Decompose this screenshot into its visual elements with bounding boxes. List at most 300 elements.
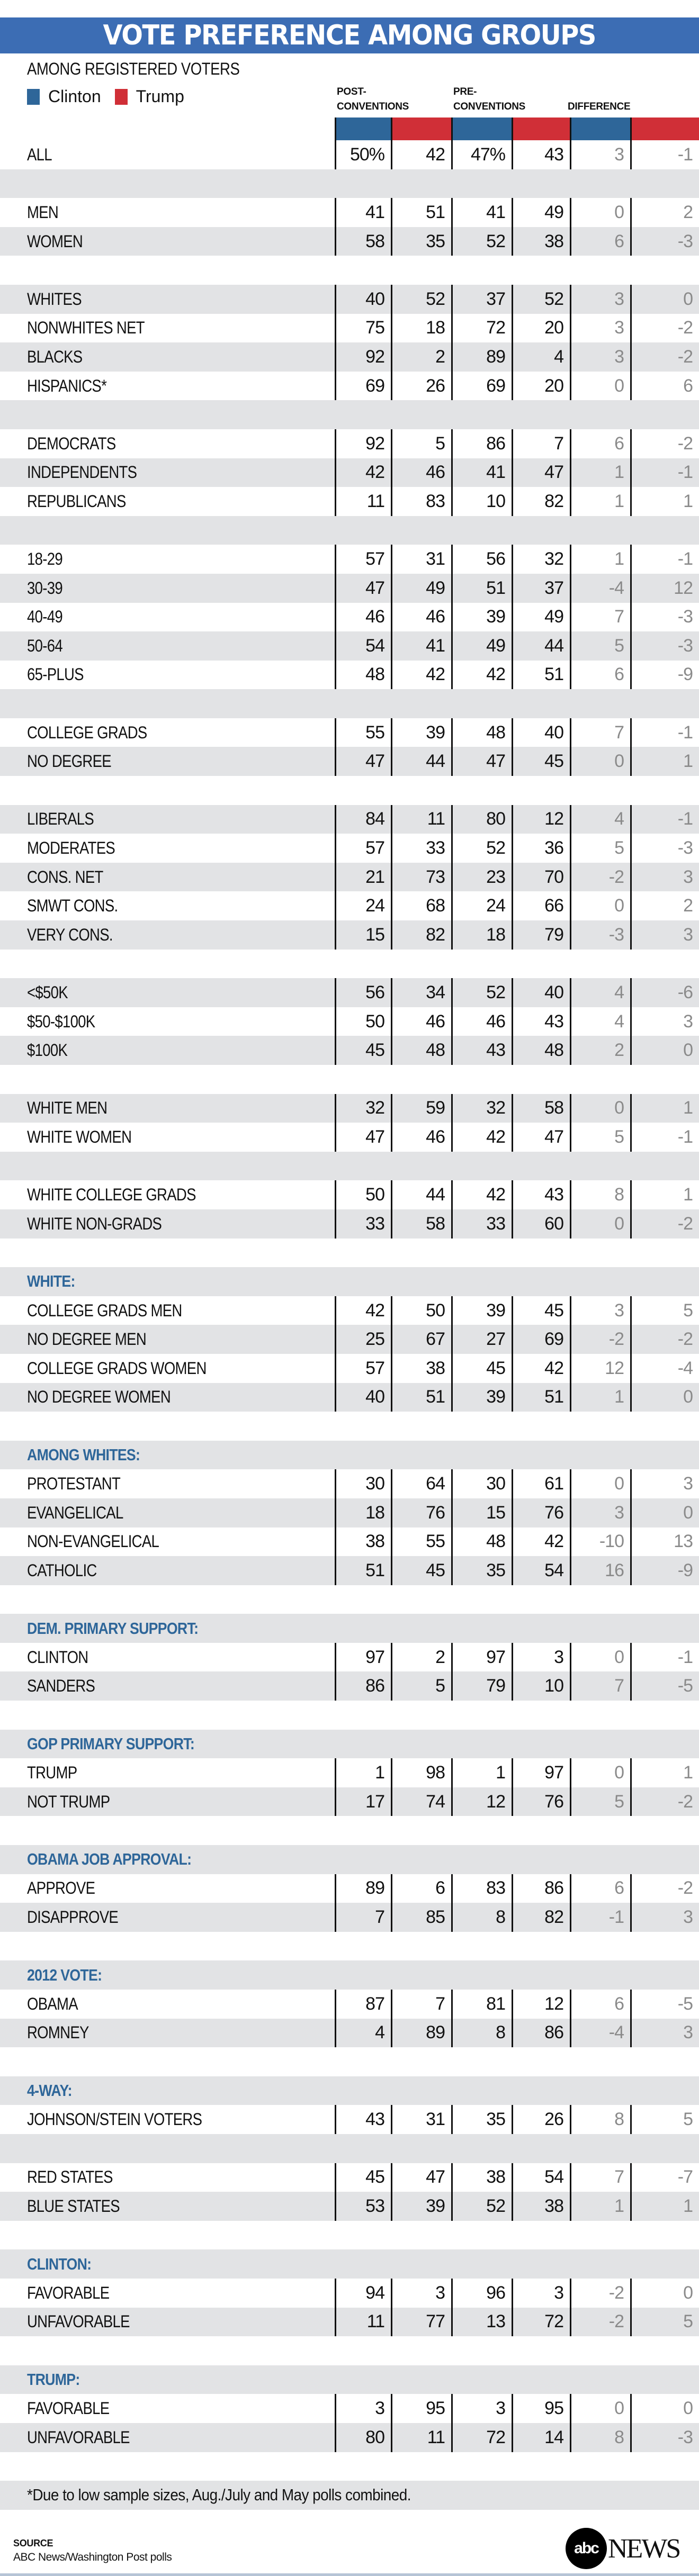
row-label: UNFAVORABLE <box>27 2427 130 2447</box>
table-row <box>0 2279 699 2308</box>
table-row <box>0 198 699 227</box>
post-clinton-cell: 48 <box>335 661 391 690</box>
pre-clinton-cell: 42 <box>451 661 512 690</box>
diff-clinton-cell: -4 <box>570 574 630 603</box>
diff-trump-cell: -2 <box>630 1209 699 1239</box>
diff-trump-cell: 3 <box>630 863 699 892</box>
legend-item-clinton <box>27 87 101 106</box>
diff-clinton-cell: -2 <box>570 2279 630 2308</box>
table-row <box>0 2308 699 2337</box>
diff-clinton-cell: 16 <box>570 1556 630 1585</box>
row-label: HISPANICS* <box>27 376 107 395</box>
diff-clinton-cell: 6 <box>570 429 630 458</box>
row-values <box>335 1325 699 1354</box>
section-title: 4-WAY: <box>27 2081 72 2100</box>
post-clinton-cell: 86 <box>335 1671 391 1701</box>
post-trump-cell: 41 <box>391 631 451 661</box>
row-values <box>335 372 699 401</box>
diff-trump-cell: 0 <box>630 1383 699 1412</box>
diff-trump-cell: -1 <box>630 1643 699 1672</box>
post-clinton-cell: 11 <box>335 487 391 516</box>
post-trump-cell: 68 <box>391 891 451 920</box>
row-values <box>335 1180 699 1209</box>
pre-trump-cell: 79 <box>512 920 570 950</box>
row-label: ALL <box>27 144 52 164</box>
row-values <box>335 1498 699 1527</box>
diff-clinton-cell: 3 <box>570 285 630 314</box>
table-row <box>0 920 699 950</box>
table-row <box>0 631 699 661</box>
pre-trump-cell: 43 <box>512 1180 570 1209</box>
row-values <box>335 718 699 747</box>
spacer-row <box>0 2336 699 2365</box>
table-row <box>0 342 699 372</box>
pre-trump-cell: 40 <box>512 718 570 747</box>
diff-clinton-cell: 4 <box>570 978 630 1007</box>
diff-clinton-cell: -2 <box>570 1325 630 1354</box>
pre-trump-cell: 72 <box>512 2308 570 2337</box>
post-clinton-cell: 3 <box>335 2394 391 2423</box>
pre-trump-cell: 42 <box>512 1354 570 1383</box>
post-trump-cell: 77 <box>391 2308 451 2337</box>
row-values <box>335 314 699 343</box>
pre-clinton-cell: 39 <box>451 603 512 632</box>
abc-news-logo <box>566 2528 679 2569</box>
row-values <box>335 227 699 256</box>
pre-clinton-cell: 86 <box>451 429 512 458</box>
diff-clinton-cell: 0 <box>570 1758 630 1787</box>
clinton-bar <box>451 117 512 140</box>
row-values <box>335 1787 699 1816</box>
pre-trump-cell: 51 <box>512 661 570 690</box>
pre-clinton-cell: 52 <box>451 2192 512 2221</box>
spacer-row <box>0 1585 699 1614</box>
post-clinton-cell: 97 <box>335 1643 391 1672</box>
pre-clinton-cell: 69 <box>451 372 512 401</box>
row-values <box>335 1874 699 1903</box>
spacer-row <box>0 1239 699 1268</box>
row-values <box>335 2394 699 2423</box>
spacer-row <box>0 400 699 429</box>
diff-clinton-cell: 0 <box>570 1469 630 1498</box>
row-values <box>335 2423 699 2452</box>
diff-trump-cell: -7 <box>630 2163 699 2192</box>
pre-trump-cell: 7 <box>512 429 570 458</box>
pre-clinton-cell: 46 <box>451 1007 512 1036</box>
diff-trump-cell: -9 <box>630 1556 699 1585</box>
row-values <box>335 2279 699 2308</box>
diff-trump-cell: 5 <box>630 2105 699 2134</box>
table-row <box>0 487 699 516</box>
post-trump-cell: 39 <box>391 2192 451 2221</box>
diff-clinton-cell: 7 <box>570 1671 630 1701</box>
diff-clinton-cell: 1 <box>570 1383 630 1412</box>
pre-trump-cell: 69 <box>512 1325 570 1354</box>
section-header-row <box>0 2076 699 2105</box>
footnote: *Due to low sample sizes, Aug./July and May polls combined. <box>27 2485 411 2505</box>
post-clinton-cell: 84 <box>335 805 391 834</box>
column-header-line: CONVENTIONS <box>337 101 409 112</box>
row-label: TRUMP <box>27 1763 77 1783</box>
row-values <box>335 198 699 227</box>
row-label: NO DEGREE WOMEN <box>27 1387 171 1407</box>
diff-clinton-cell: 5 <box>570 1787 630 1816</box>
post-trump-cell: 35 <box>391 227 451 256</box>
diff-clinton-cell: 1 <box>570 2192 630 2221</box>
post-clinton-cell: 50% <box>335 140 391 169</box>
diff-clinton-cell: 3 <box>570 342 630 372</box>
table-row <box>0 1527 699 1557</box>
spacer-row <box>0 1152 699 1181</box>
pre-trump-cell: 32 <box>512 545 570 574</box>
diff-clinton-cell: 0 <box>570 1094 630 1123</box>
diff-trump-cell: 1 <box>630 2192 699 2221</box>
post-trump-cell: 67 <box>391 1325 451 1354</box>
pre-clinton-cell: 35 <box>451 1556 512 1585</box>
row-values <box>335 1556 699 1585</box>
post-trump-cell: 5 <box>391 429 451 458</box>
section-title: OBAMA JOB APPROVAL: <box>27 1850 192 1869</box>
diff-clinton-cell: 7 <box>570 718 630 747</box>
spacer-row <box>0 1701 699 1730</box>
row-label: NO DEGREE MEN <box>27 1330 147 1349</box>
diff-trump-cell: -2 <box>630 1325 699 1354</box>
pre-trump-cell: 60 <box>512 1209 570 1239</box>
diff-clinton-cell: -2 <box>570 863 630 892</box>
row-label: UNFAVORABLE <box>27 2312 130 2331</box>
column-header-post-conventions <box>337 85 409 114</box>
pre-trump-cell: 66 <box>512 891 570 920</box>
diff-trump-cell: -3 <box>630 631 699 661</box>
row-values <box>335 891 699 920</box>
table-row <box>0 2423 699 2452</box>
diff-trump-cell: 1 <box>630 1094 699 1123</box>
post-trump-cell: 5 <box>391 1671 451 1701</box>
table-row <box>0 1787 699 1816</box>
pre-clinton-cell: 30 <box>451 1469 512 1498</box>
spacer-row <box>0 950 699 979</box>
pre-trump-cell: 47 <box>512 1123 570 1152</box>
pre-trump-cell: 14 <box>512 2423 570 2452</box>
section-header-row <box>0 1960 699 1990</box>
row-values <box>335 1990 699 2019</box>
row-values <box>335 863 699 892</box>
post-clinton-cell: 47 <box>335 747 391 776</box>
column-header-line: CONVENTIONS <box>453 101 526 112</box>
post-clinton-cell: 41 <box>335 198 391 227</box>
post-trump-cell: 48 <box>391 1036 451 1065</box>
row-values <box>335 920 699 950</box>
diff-clinton-cell: 3 <box>570 1498 630 1527</box>
row-label: WHITE COLLEGE GRADS <box>27 1185 196 1205</box>
post-clinton-cell: 92 <box>335 342 391 372</box>
post-clinton-cell: 1 <box>335 1758 391 1787</box>
row-values <box>335 458 699 487</box>
pre-clinton-cell: 15 <box>451 1498 512 1527</box>
spacer-row <box>0 2134 699 2163</box>
section-header-row <box>0 1441 699 1470</box>
diff-clinton-cell: -10 <box>570 1527 630 1557</box>
diff-trump-cell: 0 <box>630 1036 699 1065</box>
post-clinton-cell: 42 <box>335 1296 391 1325</box>
table-row <box>0 1354 699 1383</box>
table-row <box>0 2105 699 2134</box>
diff-trump-cell: -1 <box>630 545 699 574</box>
post-clinton-cell: 53 <box>335 2192 391 2221</box>
diff-trump-cell: -5 <box>630 1671 699 1701</box>
pre-clinton-cell: 33 <box>451 1209 512 1239</box>
diff-clinton-cell: 1 <box>570 458 630 487</box>
row-values <box>335 2019 699 2048</box>
post-clinton-cell: 51 <box>335 1556 391 1585</box>
post-clinton-cell: 45 <box>335 2163 391 2192</box>
diff-trump-cell: 6 <box>630 372 699 401</box>
table-row <box>0 1643 699 1672</box>
pre-clinton-cell: 72 <box>451 314 512 343</box>
post-trump-cell: 74 <box>391 1787 451 1816</box>
pre-trump-cell: 44 <box>512 631 570 661</box>
diff-trump-cell: -3 <box>630 2423 699 2452</box>
table-row <box>0 1094 699 1123</box>
pre-clinton-cell: 41 <box>451 198 512 227</box>
post-clinton-cell: 75 <box>335 314 391 343</box>
table-row <box>0 574 699 603</box>
pre-trump-cell: 20 <box>512 314 570 343</box>
pre-clinton-cell: 47% <box>451 140 512 169</box>
row-label: NO DEGREE <box>27 752 111 771</box>
pre-clinton-cell: 47 <box>451 747 512 776</box>
post-trump-cell: 39 <box>391 718 451 747</box>
post-trump-cell: 6 <box>391 1874 451 1903</box>
row-label: WOMEN <box>27 231 83 251</box>
pre-clinton-cell: 80 <box>451 805 512 834</box>
pre-trump-cell: 52 <box>512 285 570 314</box>
pre-trump-cell: 86 <box>512 1874 570 1903</box>
section-title: WHITE: <box>27 1272 75 1291</box>
row-values <box>335 978 699 1007</box>
row-label: CATHOLIC <box>27 1560 97 1580</box>
pre-clinton-cell: 8 <box>451 2019 512 2048</box>
row-label: INDEPENDENTS <box>27 463 137 482</box>
candidate-color-bars <box>335 117 699 140</box>
post-trump-cell: 83 <box>391 487 451 516</box>
table-row <box>0 1383 699 1412</box>
diff-clinton-cell: 0 <box>570 1643 630 1672</box>
post-clinton-cell: 21 <box>335 863 391 892</box>
page-title: VOTE PREFERENCE AMONG GROUPS <box>103 20 596 51</box>
pre-trump-cell: 58 <box>512 1094 570 1123</box>
table-row <box>0 1758 699 1787</box>
column-header-line: DIFFERENCE <box>568 101 631 112</box>
diff-trump-cell: 0 <box>630 285 699 314</box>
post-clinton-cell: 57 <box>335 545 391 574</box>
diff-trump-cell: 1 <box>630 487 699 516</box>
row-values <box>335 1671 699 1701</box>
row-label: BLUE STATES <box>27 2196 120 2216</box>
table-row <box>0 1209 699 1239</box>
column-header-line <box>568 85 630 100</box>
post-clinton-cell: 94 <box>335 2279 391 2308</box>
row-label: EVANGELICAL <box>27 1503 123 1522</box>
row-values <box>335 747 699 776</box>
row-values <box>335 487 699 516</box>
row-values <box>335 1469 699 1498</box>
spacer-row <box>0 1816 699 1845</box>
table-row <box>0 429 699 458</box>
row-label: NOT TRUMP <box>27 1792 110 1811</box>
column-header-line: POST- <box>337 86 366 97</box>
pre-trump-cell: 36 <box>512 834 570 863</box>
diff-trump-cell: -2 <box>630 1874 699 1903</box>
table-row <box>0 603 699 632</box>
section-header-row <box>0 2249 699 2279</box>
pre-clinton-cell: 38 <box>451 2163 512 2192</box>
section-header-row <box>0 1614 699 1643</box>
post-trump-cell: 47 <box>391 2163 451 2192</box>
post-clinton-cell: 43 <box>335 2105 391 2134</box>
pre-trump-cell: 61 <box>512 1469 570 1498</box>
pre-trump-cell: 76 <box>512 1498 570 1527</box>
spacer-row <box>0 1932 699 1961</box>
post-trump-cell: 59 <box>391 1094 451 1123</box>
table-row <box>0 1874 699 1903</box>
post-clinton-cell: 18 <box>335 1498 391 1527</box>
diff-clinton-cell: -4 <box>570 2019 630 2048</box>
pre-clinton-cell: 81 <box>451 1990 512 2019</box>
table-row <box>0 661 699 690</box>
table-row <box>0 140 699 169</box>
pre-clinton-cell: 8 <box>451 1903 512 1932</box>
legend-label: Clinton <box>48 87 101 106</box>
spacer-row <box>0 256 699 285</box>
spacer-row <box>0 2047 699 2076</box>
post-clinton-cell: 57 <box>335 1354 391 1383</box>
post-clinton-cell: 38 <box>335 1527 391 1557</box>
pre-trump-cell: 43 <box>512 1007 570 1036</box>
pre-trump-cell: 3 <box>512 2279 570 2308</box>
row-values <box>335 545 699 574</box>
post-clinton-cell: 7 <box>335 1903 391 1932</box>
section-title: TRUMP: <box>27 2370 80 2389</box>
diff-clinton-cell: 6 <box>570 227 630 256</box>
section-title: CLINTON: <box>27 2254 92 2273</box>
diff-clinton-cell: 12 <box>570 1354 630 1383</box>
row-label: APPROVE <box>27 1878 95 1898</box>
legend <box>27 87 192 106</box>
diff-clinton-cell: 0 <box>570 198 630 227</box>
table-row <box>0 285 699 314</box>
pre-trump-cell: 45 <box>512 747 570 776</box>
post-trump-cell: 7 <box>391 1990 451 2019</box>
table-row <box>0 1036 699 1065</box>
row-values <box>335 631 699 661</box>
footnote-row <box>0 2481 699 2510</box>
diff-trump-cell: 0 <box>630 2394 699 2423</box>
post-trump-cell: 51 <box>391 198 451 227</box>
row-values <box>335 574 699 603</box>
post-trump-cell: 31 <box>391 545 451 574</box>
diff-trump-cell: -1 <box>630 1123 699 1152</box>
pre-clinton-cell: 41 <box>451 458 512 487</box>
row-values <box>335 1354 699 1383</box>
row-label: 30-39 <box>27 578 62 598</box>
row-values <box>335 1383 699 1412</box>
clinton-bar <box>335 117 391 140</box>
row-values <box>335 2308 699 2337</box>
news-wordmark: NEWS <box>608 2533 680 2564</box>
section-header-row <box>0 2365 699 2394</box>
row-values <box>335 140 699 169</box>
post-clinton-cell: 89 <box>335 1874 391 1903</box>
diff-clinton-cell: 3 <box>570 1296 630 1325</box>
pre-trump-cell: 20 <box>512 372 570 401</box>
pre-trump-cell: 95 <box>512 2394 570 2423</box>
row-values <box>335 1007 699 1036</box>
table-row <box>0 2192 699 2221</box>
diff-clinton-cell: 0 <box>570 2394 630 2423</box>
post-trump-cell: 76 <box>391 1498 451 1527</box>
row-label: JOHNSON/STEIN VOTERS <box>27 2110 202 2129</box>
pre-trump-cell: 82 <box>512 487 570 516</box>
row-values <box>335 2163 699 2192</box>
diff-trump-cell: -3 <box>630 603 699 632</box>
post-clinton-cell: 30 <box>335 1469 391 1498</box>
trump-swatch-icon <box>115 89 128 105</box>
row-values <box>335 429 699 458</box>
pre-clinton-cell: 10 <box>451 487 512 516</box>
row-values <box>335 1758 699 1787</box>
diff-clinton-cell: 0 <box>570 747 630 776</box>
row-values <box>335 342 699 372</box>
post-clinton-cell: 92 <box>335 429 391 458</box>
post-trump-cell: 82 <box>391 920 451 950</box>
row-values <box>335 805 699 834</box>
row-label: CLINTON <box>27 1647 88 1667</box>
post-clinton-cell: 57 <box>335 834 391 863</box>
diff-clinton-cell: 7 <box>570 2163 630 2192</box>
row-label: MODERATES <box>27 838 115 858</box>
pre-clinton-cell: 52 <box>451 227 512 256</box>
pre-trump-cell: 43 <box>512 140 570 169</box>
row-label: WHITE NON-GRADS <box>27 1214 162 1233</box>
table-row <box>0 747 699 776</box>
row-label: NON-EVANGELICAL <box>27 1532 159 1551</box>
row-label: SANDERS <box>27 1676 95 1696</box>
diff-trump-cell: 0 <box>630 1498 699 1527</box>
pre-trump-cell: 10 <box>512 1671 570 1701</box>
pre-trump-cell: 48 <box>512 1036 570 1065</box>
table-row <box>0 2394 699 2423</box>
table-row <box>0 1903 699 1932</box>
pre-clinton-cell: 51 <box>451 574 512 603</box>
row-label: LIBERALS <box>27 809 94 829</box>
table-row <box>0 1671 699 1701</box>
diff-trump-cell: -1 <box>630 805 699 834</box>
pre-clinton-cell: 72 <box>451 2423 512 2452</box>
legend-label: Trump <box>136 87 184 106</box>
row-values <box>335 1036 699 1065</box>
post-trump-cell: 73 <box>391 863 451 892</box>
row-label: COLLEGE GRADS <box>27 722 147 742</box>
post-trump-cell: 11 <box>391 2423 451 2452</box>
table-row <box>0 1556 699 1585</box>
spacer-row <box>0 1065 699 1094</box>
post-trump-cell: 26 <box>391 372 451 401</box>
pre-clinton-cell: 27 <box>451 1325 512 1354</box>
row-values <box>335 1123 699 1152</box>
diff-clinton-cell: 0 <box>570 891 630 920</box>
pre-trump-cell: 12 <box>512 805 570 834</box>
